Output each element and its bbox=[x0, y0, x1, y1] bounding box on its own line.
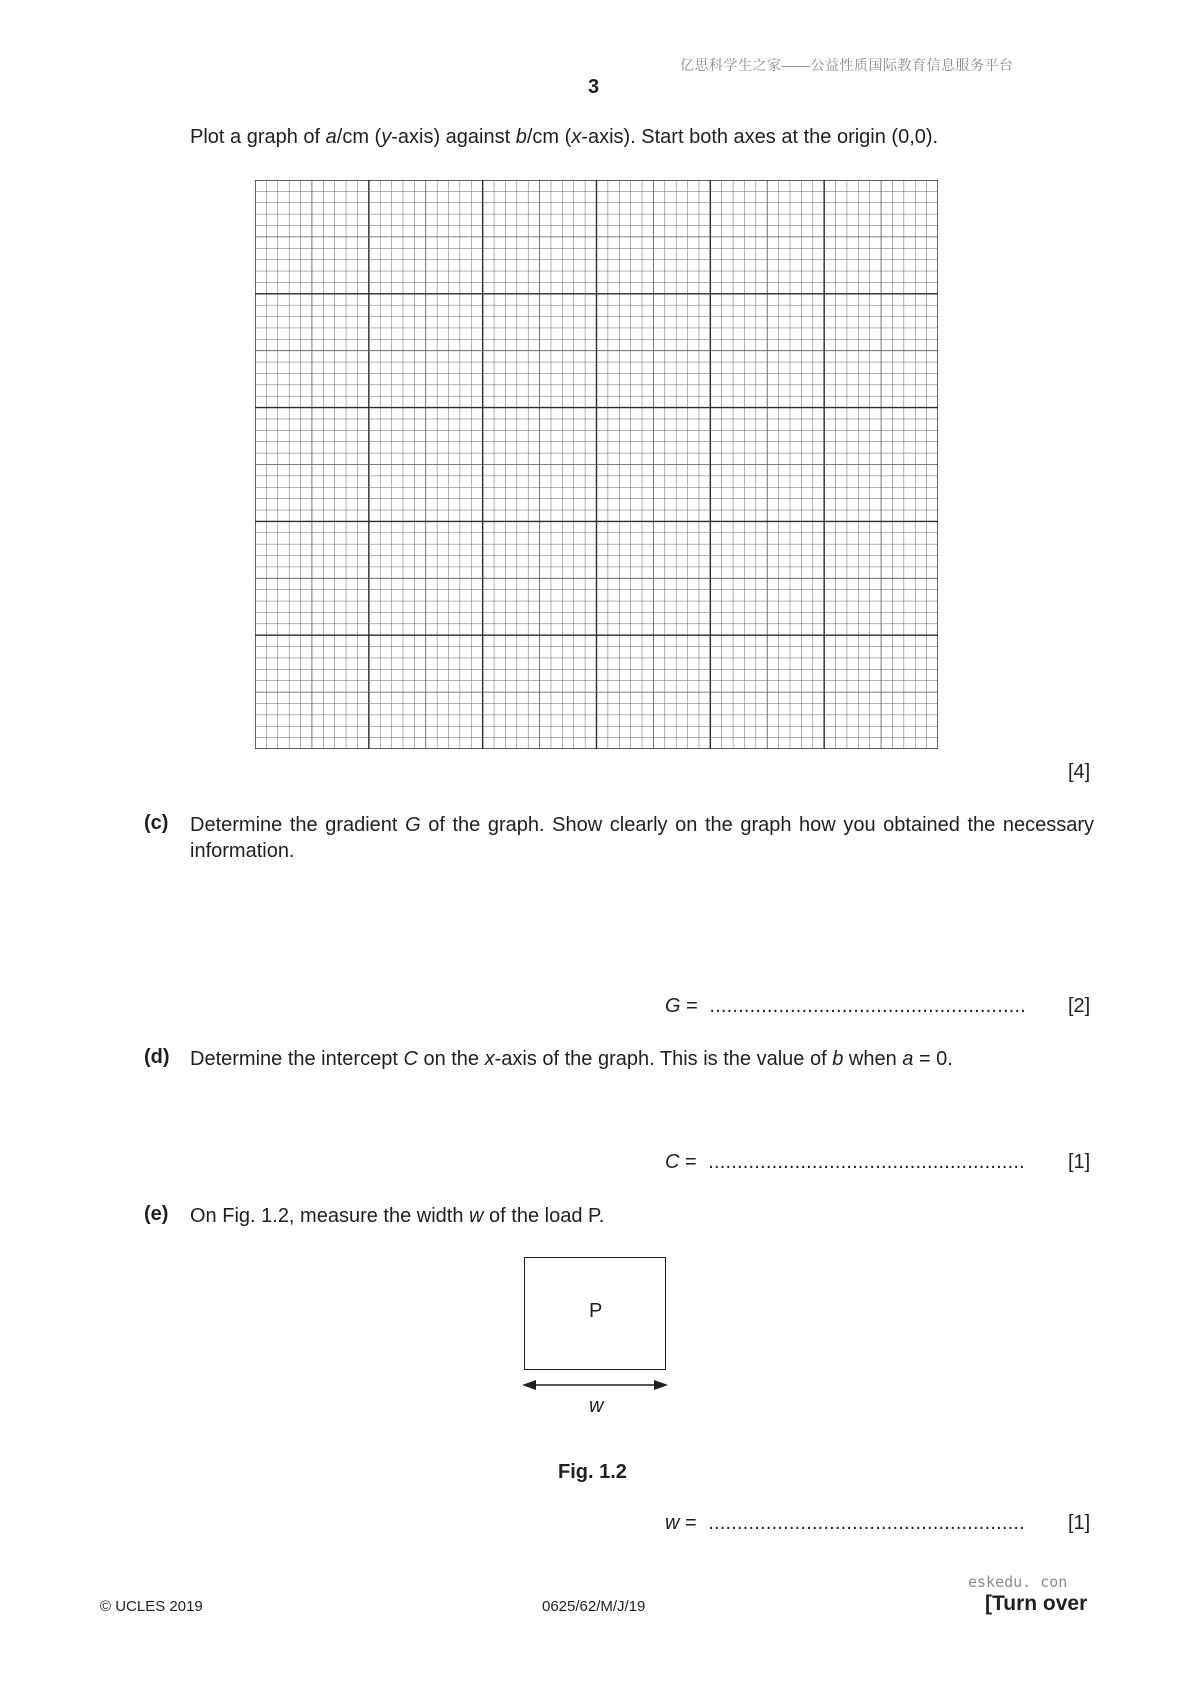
page-number: 3 bbox=[588, 76, 600, 98]
width-label: w bbox=[589, 1395, 604, 1417]
part-d-marks: [1] bbox=[1068, 1151, 1091, 1173]
part-e-question: On Fig. 1.2, measure the width w of the load P. bbox=[190, 1205, 605, 1227]
header-watermark: 亿思科学生之家——公益性质国际教育信息服务平台 bbox=[680, 57, 1014, 73]
copyright: © UCLES 2019 bbox=[100, 1598, 203, 1615]
graph-instruction: Plot a graph of a/cm (y-axis) against b/cm (x-axis). Start both axes at the origin (0,0). bbox=[190, 126, 939, 148]
part-d-label: (d) bbox=[144, 1046, 170, 1068]
turn-over: [Turn over bbox=[985, 1592, 1088, 1615]
graph-paper[interactable] bbox=[255, 180, 938, 749]
gradient-answer-line[interactable]: G = ....................................................... bbox=[665, 995, 1026, 1017]
graph-grid bbox=[255, 180, 938, 749]
part-e-marks: [1] bbox=[1068, 1512, 1091, 1534]
part-e-label: (e) bbox=[144, 1203, 169, 1225]
part-d-question: Determine the intercept C on the x-axis of the graph. This is the value of b when a = 0. bbox=[190, 1048, 953, 1070]
intercept-answer-line[interactable]: C = ....................................................... bbox=[665, 1151, 1025, 1173]
part-c-question: Determine the gradient G of the graph. Show clearly on the graph how you obtained the necessary information. bbox=[190, 814, 1094, 862]
footer-watermark: eskedu. con bbox=[968, 1573, 1068, 1591]
width-answer-line[interactable]: w = ....................................................... bbox=[665, 1512, 1025, 1534]
graph-marks: [4] bbox=[1068, 761, 1091, 783]
width-arrow-icon bbox=[520, 1378, 670, 1392]
paper-code: 0625/62/M/J/19 bbox=[542, 1598, 646, 1615]
part-c-marks: [2] bbox=[1068, 995, 1091, 1017]
load-p-label: P bbox=[589, 1300, 603, 1322]
figure-caption: Fig. 1.2 bbox=[558, 1461, 627, 1483]
part-c-label: (c) bbox=[144, 812, 169, 834]
